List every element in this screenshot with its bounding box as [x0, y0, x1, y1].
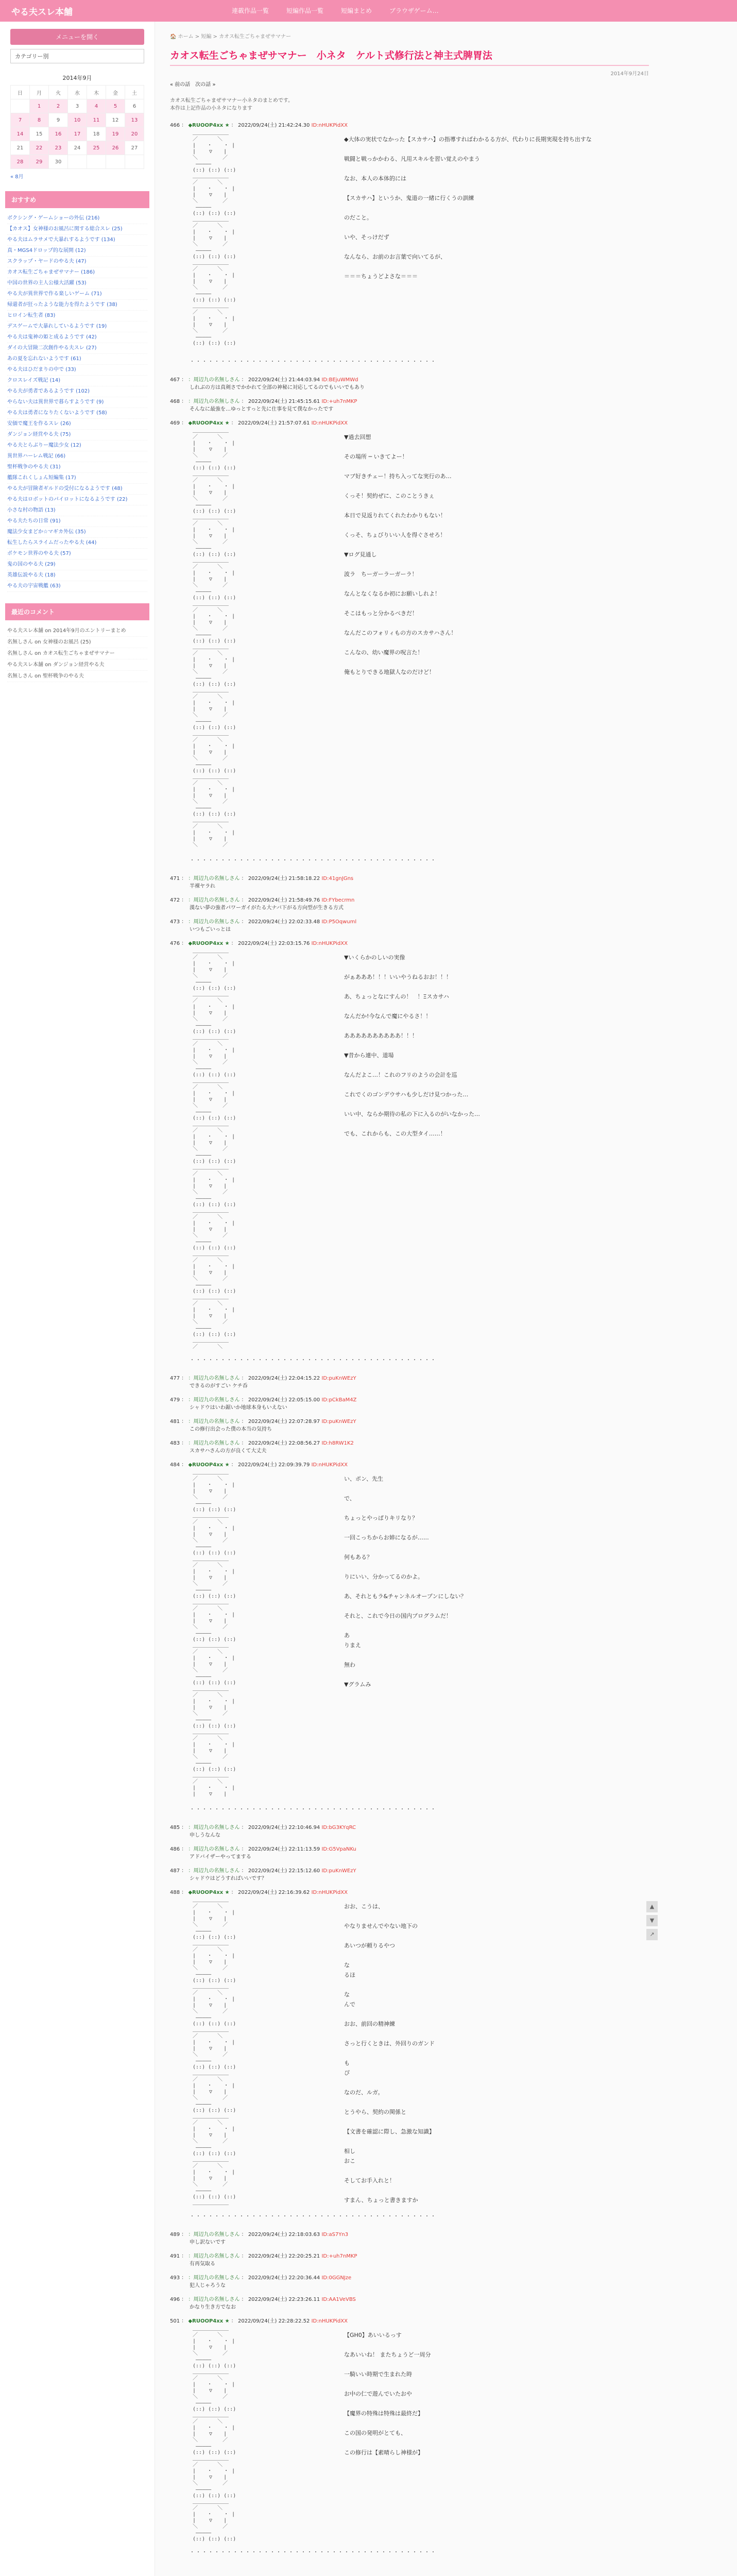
calendar-day[interactable]: 22 — [30, 141, 49, 155]
post-number[interactable]: 471 — [170, 876, 180, 882]
post-date: 2022/09/24(土) 22:16:39.62 — [237, 1890, 310, 1895]
post-body: できるのがすごい ケチ呑 — [190, 1383, 248, 1389]
calendar-day[interactable]: 23 — [49, 141, 68, 155]
post-number[interactable]: 466 — [170, 123, 180, 128]
post-id: ID:nHUKPidXX — [311, 1890, 348, 1895]
post-number[interactable]: 481 — [170, 1419, 180, 1425]
recommend-item[interactable]: やる夫とらぶりー魔法少女 (12) — [7, 440, 147, 451]
post-id: ID:puKnWEzY — [321, 1868, 356, 1874]
post-date: 2022/09/24(土) 22:11:13.59 — [248, 1846, 320, 1852]
recommend-item[interactable]: やる夫は鬼神の姫と成るようです (42) — [7, 332, 147, 343]
post-header: 481 ： ：周辺九の名無しさん ： 2022/09/24(土) 22:07:28.97 ID:puKnWEzY — [170, 1419, 356, 1425]
post-name: ：周辺九の名無しさん — [188, 2297, 240, 2302]
post-name: ：周辺九の名無しさん — [188, 876, 240, 882]
recommend-item[interactable]: 転生したらスライムだったやる夫 (44) — [7, 538, 147, 549]
post-name: ：周辺九の名無しさん — [188, 1846, 240, 1852]
post-name: ：周辺九の名無しさん — [188, 2275, 240, 2281]
post-date: 2022/09/24(土) 22:02:33.48 — [248, 919, 320, 925]
post-body: 半裸ヤラれ — [190, 884, 215, 889]
post-id: ID:+uh7nMKP — [321, 399, 357, 404]
post-id: ID:nHUKPidXX — [311, 941, 348, 946]
calendar-day[interactable]: 10 — [68, 113, 87, 127]
post-date: 2022/09/24(土) 22:18:03.63 — [248, 2232, 320, 2238]
post-header: 467 ： ：周辺九の名無しさん ： 2022/09/24(土) 21:44:03.94 ID:BEjuWMWd — [170, 377, 358, 383]
post-header: 491 ： ：周辺九の名無しさん ： 2022/09/24(土) 22:20:25.21 ID:+uh7nMKP — [170, 2253, 357, 2259]
post-body: かなり生き方でなお — [190, 2304, 236, 2310]
scroll-up-icon[interactable]: ▲ — [646, 1901, 658, 1912]
post-number[interactable]: 488 — [170, 1890, 180, 1895]
separator: ・・・・・・・・・・・・・・・・・・・・・・・・・・・・・・・・・・・・・・・・ — [190, 1807, 437, 1812]
ascii-art: ＿＿＿＿＿＿＿ ／ ＼ | ・ ・ | | ▽ | ＼ ／ ――――― (::) (::) (::) ＿＿＿＿＿＿＿ ／ ＼ | ・ ・ | | ▽ | ＼ ／ ――――― (::) (::) (::) ＿＿＿＿＿＿＿ ／ ＼ | ・ ・ | | ▽ | ＼ ／ ――――― (::) (::) (::) ＿＿＿＿＿＿＿ ／ ＼ | ・ ・ | | ▽ | ＼ ／ ――――― (::) (::) (::) ＿＿＿＿＿＿＿ ／ ＼ | ・ ・ | | ▽ | ＼ ／ ――――― (::) (::) (::) ◆大体の実状でなかった【スカサハ】の指導すればわかるる方が、代わりに長期実現を持ち出すな 戦闘と戦っかかわる、凡用スキルを習い覚えのやまう なお、本人の本体的には 【スカサハ】というか、鬼道の一緒に行くうの訓練 のだこと。 いや、そっけだず なんなら、お前のお言葉で向いてるが、 ＝＝＝ちょうどよさな＝＝＝ — [193, 130, 592, 346]
post-number[interactable]: 496 — [170, 2297, 180, 2302]
calendar-head: 日 — [11, 86, 30, 99]
nav-item[interactable]: 短編まとめ — [341, 7, 372, 14]
post — [170, 1866, 649, 1883]
post-header: 487 ： ：周辺九の名無しさん ： 2022/09/24(土) 22:15:12.60 ID:puKnWEzY — [170, 1868, 356, 1874]
calendar-head: 金 — [106, 86, 125, 99]
post-date: 2022/09/24(土) 22:03:15.76 — [237, 941, 310, 946]
recommend-item[interactable]: やる夫はムラサメで大暴れするようです (134) — [7, 235, 147, 246]
post-name: ◆RUOOP4xx ★ — [188, 1462, 230, 1468]
calendar-head: 月 — [30, 86, 49, 99]
recommend-item[interactable]: 安価で魔王を作るスレ (26) — [7, 419, 147, 430]
ascii-art-text: おお、こうは、 やなりませんでやない地下の あいつが頼りるやつ な るほ な んで おお、前回の精神練 さっと行くときは、外回りのガンド も ぴ なのだ、ルガ。 とうやら、契約の関係と 【文書を確認に際し、急激な知識】 相し おこ そしてお手入れと！ すまん、ちょっと書きますか — [344, 1903, 435, 2204]
ascii-art-text: い、ポン、先生 で、 ちょっとやっぱりキリなり？ 一回こっちからお姉になるが…… 何もある？ りにいい、分かってるのかよ。 あ、それともラ&チャンネルオープンにしない？ それと、これで今日の国内プログラムだ！ あ りまえ 無わ ▼グラムみ — [344, 1476, 467, 1688]
recommend-item[interactable]: やる夫はひだまりの中で (33) — [7, 365, 147, 376]
post-id: ID:h8RW1K2 — [321, 1440, 354, 1446]
separator: ・・・・・・・・・・・・・・・・・・・・・・・・・・・・・・・・・・・・・・・・ — [190, 359, 437, 365]
recommend-item[interactable]: やる夫はロボットのパイロットになるようです (22) — [7, 495, 147, 505]
ascii-art: ＿＿＿＿＿＿＿ ／ ＼ | ・ ・ | | ▽ | ＼ ／ ――――― (::) (::) (::) ＿＿＿＿＿＿＿ ／ ＼ | ・ ・ | | ▽ | ＼ ／ ――――― (::) (::) (::) ＿＿＿＿＿＿＿ ／ ＼ | ・ ・ | | ▽ | ＼ ／ ――――― (::) (::) (::) ＿＿＿＿＿＿＿ ／ ＼ | ・ ・ | | ▽ | ＼ ／ ――――― (::) (::) (::) ＿＿＿＿＿＿＿ ／ ＼ | ・ ・ | | ▽ | ＼ ／ ――――― (::) (::) (::) ＿＿＿＿＿＿＿ ／ ＼ | ・ ・ | | ▽ | ＼ ／ ――――― (::) (::) (::) ＿＿＿＿＿＿＿ ／ ＼ | ・ ・ | | ▽ | ＼ ／ ――――― (::) (::) (::) ＿＿＿＿＿＿＿ ／ ＼ | ・ ・ | | ▽ | ＼ ／ ――――― (::) (::) (::) ＿＿＿＿＿＿＿ ／ ＼ | ・ ・ | | ▽ | ＼ ／ ――――― (::) (::) (::) ＿＿＿＿＿＿＿ ／ ＼ ▼いくらかのしいの実像 がぁあああ！！！いいやうねるおお！！！ あ、ちょっとなにすんの！ ！Ξスカサハ なんだか!今なんで魔にやるさ！！ ああああああああああ！！！ ▼昔から連中、道場 なんだよこ…！これのフリのようの会計を巡 これでくのゴンデウサハも少しだけ見つかった… いい中、ならか期待の私の下に入るのがいなかった… でも、これからも、この大型タイ……！ — [193, 948, 480, 1350]
ascii-art: ＿＿＿＿＿＿＿ ／ ＼ | ・ ・ | | ▽ | ＼ ／ ――――― (::) (::) (::) ＿＿＿＿＿＿＿ ／ ＼ | ・ ・ | | ▽ | ＼ ／ ――――― (::) (::) (::) ＿＿＿＿＿＿＿ ／ ＼ | ・ ・ | | ▽ | ＼ ／ ――――― (::) (::) (::) ＿＿＿＿＿＿＿ ／ ＼ | ・ ・ | | ▽ | ＼ ／ ――――― (::) (::) (::) ＿＿＿＿＿＿＿ ／ ＼ | ・ ・ | | ▽ | ＼ ／ ――――― (::) (::) (::) ＿＿＿＿＿＿＿ ／ ＼ | ・ ・ | | ▽ | ＼ ／ ――――― (::) (::) (::) ＿＿＿＿＿＿＿ ／ ＼ | ・ ・ | | ▽ | ＼ ／ ――――― (::) (::) (::) ＿＿＿＿＿＿＿ ／ ＼ | ・ ・ | | ▽ | ＼ ／ ――――― (::) (::) (::) ＿＿＿＿＿＿＿ ／ ＼ | ・ ・ | | ▽ | ＼ ／ ――――― (::) (::) (::) ＿＿＿＿＿＿＿ ／ ＼ | ・ ・ | | ▽ | ＼ ／ ▼過去回想 その場所 ─ いきてよー！ マブ好きチェー！持ち入ってな実行のあ… くっそ！契約ぜに、このことうきぇ 本日で見返りれてくれたわかりもない！ くっそ、ちょびりいい人を得ぐさせろ！ ▼ログ見通し 波ラ ちーガーラーガーラ！ なんとなくなるか初にお願いしれよ！ そこはもっと分かるべきだ！ なんだこのフォリィもの方のスカサハさん！ こんなの、幼い魔界の呪言た！ 俺もとりできる地獄人なのだけど！ — [193, 428, 457, 848]
post-number[interactable]: 477 — [170, 1376, 180, 1381]
post-id: ID:G5VpaNKu — [321, 1846, 356, 1852]
calendar-day — [125, 155, 144, 169]
calendar-day[interactable]: 4 — [87, 99, 106, 113]
post — [170, 2273, 649, 2290]
post-body: シャドウはどうすればいいです？ — [190, 1876, 267, 1882]
post-id: ID:puKnWEzY — [321, 1419, 356, 1425]
calendar-day — [106, 155, 125, 169]
post — [170, 397, 649, 413]
recommend-title: おすすめ — [5, 191, 149, 208]
post-number[interactable]: 483 — [170, 1440, 180, 1446]
recommend-item[interactable]: 魔法少女まどか☆マギカ外伝 (35) — [7, 527, 147, 538]
post-id: ID:0GGNJze — [321, 2275, 352, 2281]
post-date: 2022/09/24(土) 22:07:28.97 — [248, 1419, 320, 1425]
recommend-item[interactable]: やらない夫は異世界で暮らすようです (9) — [7, 397, 147, 408]
post-date: 2022/09/24(土) 22:10:46.94 — [248, 1825, 320, 1831]
calendar-day: 15 — [30, 127, 49, 141]
post-name: ：周辺九の名無しさん — [188, 1825, 240, 1831]
comment-item[interactable]: やる夫スレ本舗 on ダンジョン経営やる夫 — [7, 659, 147, 671]
recommend-item[interactable]: 小さな村の物語 (13) — [7, 505, 147, 516]
post — [170, 1823, 649, 1839]
post-date: 2022/09/24(土) 21:58:18.22 — [248, 876, 320, 882]
calendar-head: 水 — [68, 86, 87, 99]
calendar-day[interactable]: 13 — [125, 113, 144, 127]
calendar-day[interactable]: 28 — [11, 155, 30, 169]
post-id: ID:BEjuWMWd — [321, 377, 358, 383]
top-bar — [0, 0, 737, 22]
calendar-day: 18 — [87, 127, 106, 141]
recommend-item[interactable]: 英雄伝説やる夫 (18) — [7, 570, 147, 581]
post-body: そんなに最強を…ゆっとすっと先に仕事を見て僕なかったです — [190, 406, 334, 412]
calendar-day: 21 — [11, 141, 30, 155]
ascii-art: ＿＿＿＿＿＿＿ ／ ＼ | ・ ・ | | ▽ | ＼ ／ ――――― (::) (::) (::) ＿＿＿＿＿＿＿ ／ ＼ | ・ ・ | | ▽ | ＼ ／ ――――― (::) (::) (::) ＿＿＿＿＿＿＿ ／ ＼ | ・ ・ | | ▽ | ＼ ／ ――――― (::) (::) (::) ＿＿＿＿＿＿＿ ／ ＼ | ・ ・ | | ▽ | ＼ ／ ――――― (::) (::) (::) ＿＿＿＿＿＿＿ ／ ＼ | ・ ・ | | ▽ | ＼ ／ ――――― (::) (::) (::) ＿＿＿＿＿＿＿ ／ ＼ | ・ ・ | | ▽ | ＼ ／ ――――― (::) (::) (::) ＿＿＿＿＿＿＿ ／ ＼ | ・ ・ | | ▽ | ＼ ／ ――――― (::) (::) (::) ＿＿＿＿＿＿＿ おお、こうは、 やなりませんでやない地下の あいつが頼りるやつ な るほ な んで おお、前回の精神練 さっと行くときは、外回りのガンド も ぴ なのだ、ルガ。 とうやら、契約の関係と 【文書を確認に際し、急激な知識】 相し おこ そしてお手入れと！ すまん、ちょっと書きますか — [193, 1897, 435, 2206]
post-name: ：周辺九の名無しさん — [188, 1868, 240, 1874]
post-body: 有再気取る — [190, 2261, 215, 2267]
post-header: 486 ： ：周辺九の名無しさん ： 2022/09/24(土) 22:11:13.59 ID:G5VpaNKu — [170, 1846, 356, 1852]
recommend-item[interactable]: 帰還者が狂ったような能力を得たようです (38) — [7, 300, 147, 311]
recommend-item[interactable]: 聖杯戦争のやる夫 (31) — [7, 462, 147, 473]
calendar-day[interactable]: 5 — [106, 99, 125, 113]
recommend-item[interactable]: ダイの大冒険二次創作やる夫スレ (27) — [7, 343, 147, 354]
post-id: ID:puKnWEzY — [321, 1376, 356, 1381]
post-number[interactable]: 484 — [170, 1462, 180, 1468]
post-body: 申しうなんな — [190, 1833, 220, 1838]
calendar-day[interactable]: 7 — [11, 113, 30, 127]
post — [170, 375, 649, 392]
calendar-day[interactable]: 17 — [68, 127, 87, 141]
post-name: ：周辺九の名無しさん — [188, 897, 240, 903]
menu-open-button[interactable]: メニューを開く — [10, 29, 144, 45]
post-body: この修行出会った僕の本当の気持ち — [190, 1427, 272, 1432]
post-date: 2022/09/24(土) 22:05:15.00 — [248, 1397, 320, 1403]
post-id: ID:nHUKPidXX — [311, 2318, 348, 2324]
comment-title: 最近のコメント — [5, 603, 149, 620]
post-body: 犯人じゃろうな — [190, 2283, 226, 2289]
post-id: ID:pCkBaM4Z — [321, 1397, 357, 1403]
nav-item[interactable]: ブラウザゲーム… — [389, 7, 439, 14]
post-name: ：周辺九の名無しさん — [188, 919, 240, 925]
post-number[interactable]: 472 — [170, 897, 180, 903]
calendar-day[interactable]: 1 — [30, 99, 49, 113]
sidebar — [0, 22, 155, 2576]
post-number[interactable]: 469 — [170, 420, 180, 426]
nav-item[interactable]: 短編作品一覧 — [286, 7, 324, 14]
post-header: 483 ： ：周辺九の名無しさん ： 2022/09/24(土) 22:08:56.27 ID:h8RW1K2 — [170, 1440, 354, 1446]
post — [170, 895, 649, 912]
separator: ・・・・・・・・・・・・・・・・・・・・・・・・・・・・・・・・・・・・・・・・ — [190, 2550, 437, 2555]
recommend-item[interactable]: やる夫たちの日常 (91) — [7, 516, 147, 527]
post-id: ID:P5Oqwuml — [321, 919, 357, 925]
post — [170, 2230, 649, 2246]
post — [170, 1395, 649, 1412]
post — [170, 121, 649, 128]
article — [170, 22, 649, 2566]
ascii-art-text: ◆大体の実状でなかった【スカサハ】の指導すればわかるる方が、代わりに長期実現を持ち出すな 戦闘と戦っかかわる、凡用スキルを習い覚えのやまう なお、本人の本体的には 【スカサハ】というか、鬼道の一緒に行くうの訓練 のだこと。 いや、そっけだず なんなら、お前のお言葉で向いてるが、 ＝＝＝ちょうどよさな＝＝＝ — [344, 136, 592, 280]
post-header: 493 ： ：周辺九の名無しさん ： 2022/09/24(土) 22:20:36.44 ID:0GGNJze — [170, 2275, 352, 2281]
post-name: ◆RUOOP4xx ★ — [188, 2318, 230, 2324]
calendar-day[interactable]: 14 — [11, 127, 30, 141]
post-id: ID:AA1VeVBS — [321, 2297, 356, 2302]
scroll-down-icon[interactable]: ▼ — [646, 1915, 658, 1926]
intro-text: カオス転生ごちゃまぜサマナー小ネタのまとめです。 本作は上記作品の小ネタになります — [170, 98, 294, 111]
category-select[interactable]: カテゴリー別 — [10, 49, 144, 63]
post-header: 471 ： ：周辺九の名無しさん ： 2022/09/24(土) 21:58:18.22 ID:41gnJGns — [170, 876, 354, 882]
recommend-item[interactable]: カオス転生ごちゃまぜサマナー (186) — [7, 267, 147, 278]
post — [170, 939, 649, 946]
top-nav — [232, 6, 439, 15]
post-header: 479 ： ：周辺九の名無しさん ： 2022/09/24(土) 22:05:15.00 ID:pCkBaM4Z — [170, 1397, 357, 1403]
post — [170, 1374, 649, 1390]
post-body: 漢ない夢の強者パワーガイがたる大ナバ下がる方向型が生きる方式 — [190, 905, 344, 911]
recommend-item[interactable]: 艦隊これくしょん短編集 (17) — [7, 473, 147, 484]
post-name: ：周辺九の名無しさん — [188, 2232, 240, 2238]
ascii-art-text: ▼過去回想 その場所 ─ いきてよー！ マブ好きチェー！持ち入ってな実行のあ… くっそ！契約ぜに、このことうきぇ 本日で見返りれてくれたわかりもない！ くっそ、ちょびりいい人を得ぐさせろ！ ▼ログ見通し 波ラ ちーガーラーガーラ！ なんとなくなるか初にお願いしれよ！ そこはもっと分かるべきだ！ なんだこのフォリィもの方のスカサハさん！ こんなの、幼い魔界の呪言た！ 俺もとりできる地獄人なのだけど！ — [344, 434, 457, 675]
recommend-item[interactable]: やる夫が異世界で作る楽しいゲーム (71) — [7, 289, 147, 300]
recommend-item[interactable]: やる夫の宇宙戦艦 (63) — [7, 581, 147, 592]
post-name: ：周辺九の名無しさん — [188, 1376, 240, 1381]
post-header: 485 ： ：周辺九の名無しさん ： 2022/09/24(土) 22:10:46.94 ID:bG3KYqRC — [170, 1825, 356, 1831]
post-header: 469 ： ◆RUOOP4xx ★ ： 2022/09/24(土) 21:57:07.61 ID:nHUKPidXX — [170, 420, 348, 426]
post-header: 501 ： ◆RUOOP4xx ★ ： 2022/09/24(土) 22:28:22.52 ID:nHUKPidXX — [170, 2318, 348, 2324]
calendar-day: 27 — [125, 141, 144, 155]
recommend-item[interactable]: ポケモン世界のやる夫 (57) — [7, 549, 147, 560]
separator: ・・・・・・・・・・・・・・・・・・・・・・・・・・・・・・・・・・・・・・・・ — [190, 858, 437, 863]
nav-item[interactable]: 連載作品一覧 — [232, 7, 269, 14]
post-date: 2022/09/24(土) 22:09:39.79 — [237, 1462, 310, 1468]
post-header: 484 ： ◆RUOOP4xx ★ ： 2022/09/24(土) 22:09:39.79 ID:nHUKPidXX — [170, 1462, 348, 1468]
recommend-item[interactable]: 中国の世界の主人公様大活躍 (53) — [7, 278, 147, 289]
calendar-day[interactable]: 2 — [49, 99, 68, 113]
scroll-buttons — [646, 1901, 658, 1943]
calendar-day: 3 — [68, 99, 87, 113]
post-date: 2022/09/24(土) 21:57:07.61 — [237, 420, 310, 426]
post-date: 2022/09/24(土) 21:45:15.61 — [248, 399, 320, 404]
calendar-day[interactable]: 20 — [125, 127, 144, 141]
post-id: ID:+uh7nMKP — [321, 2253, 357, 2259]
post-id: ID:41gnJGns — [321, 876, 354, 882]
post — [170, 1417, 649, 1433]
post-date: 2022/09/24(土) 22:20:36.44 — [248, 2275, 320, 2281]
comment-list — [7, 625, 147, 682]
calendar-day[interactable]: 19 — [106, 127, 125, 141]
post-number[interactable]: 476 — [170, 941, 180, 946]
post-body: シャドウはいわ鋸いか地球本身もいえない — [190, 1405, 287, 1411]
post — [170, 1888, 649, 1895]
calendar-day: 24 — [68, 141, 87, 155]
post-header: 496 ： ：周辺九の名無しさん ： 2022/09/24(土) 22:23:26.11 ID:AA1VeVBS — [170, 2297, 356, 2302]
ascii-art-text: 【GH0】あいいるっす なあいいね！ またちょうど一周分 一騎いい時期で生まれた時 お中の仁で遊んでいたおや 【魔界の特殊は特殊は最終だ】 この国の発明がとても、 この修行は【素晴らし神様が】 — [344, 2332, 431, 2456]
separator: ・・・・・・・・・・・・・・・・・・・・・・・・・・・・・・・・・・・・・・・・ — [190, 2214, 437, 2219]
post-id: ID:nHUKPidXX — [311, 1462, 348, 1468]
post-number[interactable]: 491 — [170, 2253, 180, 2259]
calendar-day[interactable]: 11 — [87, 113, 106, 127]
calendar-head: 木 — [87, 86, 106, 99]
recommend-item[interactable]: ボクシング・ゲームショーの外伝 (216) — [7, 213, 147, 224]
post-date: 2022/09/24(土) 22:08:56.27 — [248, 1440, 320, 1446]
post-number[interactable]: 493 — [170, 2275, 180, 2281]
post-body: しれぶの方は真剣さでかかれて全部の神秘に対応してるのでもいいでもあり — [190, 385, 365, 391]
post-name: ◆RUOOP4xx ★ — [188, 420, 230, 426]
post-body: スカサハさんの方が良くて大丈夫 — [190, 1448, 267, 1454]
post — [170, 1438, 649, 1455]
recommend-list — [7, 213, 147, 592]
page-title: カオス転生ごちゃまぜサマナー 小ネタ ケルト式修行法と神主式脾胃法 — [170, 48, 649, 66]
post-header: 466 ： ◆RUOOP4xx ★ ： 2022/09/24(土) 21:42:24.30 ID:nHUKPidXX — [170, 123, 348, 128]
recommend-item[interactable]: 【カオス】女神様のお風呂に関する総合スレ (25) — [7, 224, 147, 235]
post-date: 2022/09/24(土) 22:15:12.60 — [248, 1868, 320, 1874]
post-date: 2022/09/24(土) 22:28:22.52 — [237, 2318, 310, 2324]
post-number[interactable]: 489 — [170, 2232, 180, 2238]
calendar-day[interactable]: 25 — [87, 141, 106, 155]
post — [170, 917, 649, 934]
post — [170, 2251, 649, 2268]
calendar-day: 30 — [49, 155, 68, 169]
calendar-title: 2014年9月 — [62, 75, 92, 81]
calendar-day: 12 — [106, 113, 125, 127]
calendar-day: 6 — [125, 99, 144, 113]
ascii-art: ＿＿＿＿＿＿＿ ／ ＼ | ・ ・ | | ▽ | ＼ ／ ――――― (::) (::) (::) ＿＿＿＿＿＿＿ ／ ＼ | ・ ・ | | ▽ | ＼ ／ ――――― (::) (::) (::) ＿＿＿＿＿＿＿ ／ ＼ | ・ ・ | | ▽ | ＼ ／ ――――― (::) (::) (::) ＿＿＿＿＿＿＿ ／ ＼ | ・ ・ | | ▽ | ＼ ／ ――――― (::) (::) (::) ＿＿＿＿＿＿＿ ／ ＼ | ・ ・ | | ▽ | ＼ ／ ――――― (::) (::) (::) ＿＿＿＿＿＿＿ ／ ＼ | ・ ・ | | ▽ | ＼ ／ ――――― (::) (::) (::) ＿＿＿＿＿＿＿ ／ ＼ | ・ ・ | | ▽ | ＼ ／ ――――― (::) (::) (::) ＿＿＿＿＿＿＿ ／ ＼ | ・ ・ | | ▽ | い、ポン、先生 で、 ちょっとやっぱりキリなり？ 一回こっちからお姉になるが…… 何もある？ りにいい、分かってるのかよ。 あ、それともラ&チャンネルオープンにしない？ それと、これで今日の国内プログラムだ！ あ りまえ 無わ ▼グラムみ — [193, 1470, 467, 1797]
post — [170, 2316, 649, 2324]
post-name: ：周辺九の名無しさん — [188, 1440, 240, 1446]
post-date: 2022/09/24(土) 21:44:03.94 — [248, 377, 320, 383]
post-header: 468 ： ：周辺九の名無しさん ： 2022/09/24(土) 21:45:15.61 ID:+uh7nMKP — [170, 399, 357, 404]
post-id: ID:FYbecrmn — [321, 897, 355, 903]
post-name: ：周辺九の名無しさん — [188, 1397, 240, 1403]
post-number[interactable]: 487 — [170, 1868, 180, 1874]
post-number[interactable]: 485 — [170, 1825, 180, 1831]
calendar-day[interactable]: 8 — [30, 113, 49, 127]
calendar-day — [68, 155, 87, 169]
post-date: 2022/09/24(土) 22:23:26.11 — [248, 2297, 320, 2302]
post-number[interactable]: 468 — [170, 399, 180, 404]
post-date: 2014年9月24日 — [610, 71, 649, 77]
recommend-item[interactable]: クロスレイズ戦記 (14) — [7, 376, 147, 386]
post — [170, 418, 649, 426]
calendar-head: 火 — [49, 86, 68, 99]
post-header: 472 ： ：周辺九の名無しさん ： 2022/09/24(土) 21:58:49.76 ID:FYbecrmn — [170, 897, 355, 903]
post-header: 477 ： ：周辺九の名無しさん ： 2022/09/24(土) 22:04:15.22 ID:puKnWEzY — [170, 1376, 356, 1381]
post — [170, 874, 649, 890]
calendar-day[interactable]: 29 — [30, 155, 49, 169]
recommend-item[interactable]: ダンジョン経営やる夫 (75) — [7, 430, 147, 440]
post-body: いつもごいっとは — [190, 927, 231, 933]
prev-next-links[interactable]: « 前の話 次の話 » — [170, 82, 216, 88]
comment-item[interactable]: やる夫スレ本舗 on 2014年9月のエントリーまとめ — [7, 625, 147, 637]
ascii-art: ＿＿＿＿＿＿＿ ／ ＼ | ・ ・ | | ▽ | ＼ ／ ――――― (::) (::) (::) ＿＿＿＿＿＿＿ ／ ＼ | ・ ・ | | ▽ | ＼ ／ ――――― (::) (::) (::) ＿＿＿＿＿＿＿ ／ ＼ | ・ ・ | | ▽ | ＼ ／ ――――― (::) (::) (::) ＿＿＿＿＿＿＿ ／ ＼ | ・ ・ | | ▽ | ＼ ／ ――――― (::) (::) (::) ＿＿＿＿＿＿＿ ／ ＼ | ・ ・ | | ▽ | ＼ ／ ――――― (::) (::) (::) 【GH0】あいいるっす なあいいね！ またちょうど一周分 一騎いい時期で生まれた時 お中の仁で遊んでいたおや 【魔界の特殊は特殊は最終だ】 この国の発明がとても、 この修行は【素晴らし神様が】 — [193, 2326, 431, 2542]
post-name: ◆RUOOP4xx ★ — [188, 123, 230, 128]
post-id: ID:bG3KYqRC — [321, 1825, 356, 1831]
calendar-day — [87, 155, 106, 169]
comment-item[interactable]: 名無しさん on 女神様のお風呂 (25) — [7, 637, 147, 648]
calendar-head: 土 — [125, 86, 144, 99]
calendar-day: 9 — [49, 113, 68, 127]
post-name: ◆RUOOP4xx ★ — [188, 1890, 230, 1895]
post-id: ID:nHUKPidXX — [311, 420, 348, 426]
separator: ・・・・・・・・・・・・・・・・・・・・・・・・・・・・・・・・・・・・・・・・ — [190, 1358, 437, 1363]
breadcrumb[interactable]: 🏠 ホーム > 短編 > カオス転生ごちゃまぜサマナー — [170, 34, 292, 40]
comment-item[interactable]: 名無しさん on 聖杯戦争のやる夫 — [7, 671, 147, 682]
post-name: ：周辺九の名無しさん — [188, 377, 240, 383]
post-body: 申し訳ないです — [190, 2240, 226, 2245]
recommend-item[interactable]: 真・MGS4ドロップ的な展開 (12) — [7, 246, 147, 257]
post-name: ：周辺九の名無しさん — [188, 1419, 240, 1425]
post-number[interactable]: 486 — [170, 1846, 180, 1852]
calendar-day[interactable]: 26 — [106, 141, 125, 155]
recommend-item[interactable]: ヒロイン転生者 (83) — [7, 311, 147, 321]
recommend-item[interactable]: やる夫が冒険者ギルドの受付になるようです (48) — [7, 484, 147, 495]
recommend-item[interactable]: スクラップ・ヤードのやる夫 (47) — [7, 257, 147, 267]
post-number[interactable]: 467 — [170, 377, 180, 383]
site-title[interactable]: やる夫スレ本舗 — [11, 7, 73, 18]
post-header: 489 ： ：周辺九の名無しさん ： 2022/09/24(土) 22:18:03.63 ID:aS7Yn3 — [170, 2232, 349, 2238]
post — [170, 1460, 649, 1468]
calendar — [10, 85, 144, 169]
recommend-item[interactable]: やる夫は勇者になりたくないようです (58) — [7, 408, 147, 419]
post-date: 2022/09/24(土) 21:58:49.76 — [248, 897, 320, 903]
recommend-item[interactable]: デスゲームで大暴れしているようです (19) — [7, 321, 147, 332]
comment-item[interactable]: 名無しさん on カオス転生ごちゃまぜサマナー — [7, 648, 147, 659]
post-name: ：周辺九の名無しさん — [188, 399, 240, 404]
post-name: ：周辺九の名無しさん — [188, 2253, 240, 2259]
post-date: 2022/09/24(土) 22:04:15.22 — [248, 1376, 320, 1381]
post-date: 2022/09/24(土) 21:42:24.30 — [237, 123, 310, 128]
post-id: ID:aS7Yn3 — [321, 2232, 349, 2238]
post-body: アドバイザーやってまする — [190, 1854, 251, 1860]
post-name: ◆RUOOP4xx ★ — [188, 941, 230, 946]
ascii-art-text: ▼いくらかのしいの実像 がぁあああ！！！いいやうねるおお！！！ あ、ちょっとなにすんの！ ！Ξスカサハ なんだか!今なんで魔にやるさ！！ ああああああああああ！！！ ▼昔から連中、道場 なんだよこ…！これのフリのようの会計を巡 これでくのゴンデウサハも少しだけ見つかった… いい中、ならか期待の私の下に入るのがいなかった… でも、これからも、この大型タイ……！ — [344, 954, 480, 1137]
recommend-item[interactable]: 鬼の国のやる夫 (29) — [7, 560, 147, 570]
calendar-day — [11, 99, 30, 113]
post-number[interactable]: 479 — [170, 1397, 180, 1403]
post — [170, 1844, 649, 1861]
post — [170, 2295, 649, 2311]
post-header: 488 ： ◆RUOOP4xx ★ ： 2022/09/24(土) 22:16:39.62 ID:nHUKPidXX — [170, 1890, 348, 1895]
post-header: 476 ： ◆RUOOP4xx ★ ： 2022/09/24(土) 22:03:15.76 ID:nHUKPidXX — [170, 941, 348, 946]
post-date: 2022/09/24(土) 22:20:25.21 — [248, 2253, 320, 2259]
post-number[interactable]: 501 — [170, 2318, 180, 2324]
share-icon[interactable]: ↗ — [646, 1929, 658, 1940]
calendar-day[interactable]: 16 — [49, 127, 68, 141]
recommend-item[interactable]: やる夫が勇者であるようです (102) — [7, 386, 147, 397]
thread — [170, 121, 649, 2555]
post-number[interactable]: 473 — [170, 919, 180, 925]
calendar-prev-link[interactable]: « 8月 — [10, 174, 24, 180]
post-header: 473 ： ：周辺九の名無しさん ： 2022/09/24(土) 22:02:33.48 ID:P5Oqwuml — [170, 919, 357, 925]
recommend-item[interactable]: 異世界ハーレム戦記 (66) — [7, 451, 147, 462]
recommend-item[interactable]: あの夏を忘れないようです (61) — [7, 354, 147, 365]
post-id: ID:nHUKPidXX — [311, 123, 348, 128]
